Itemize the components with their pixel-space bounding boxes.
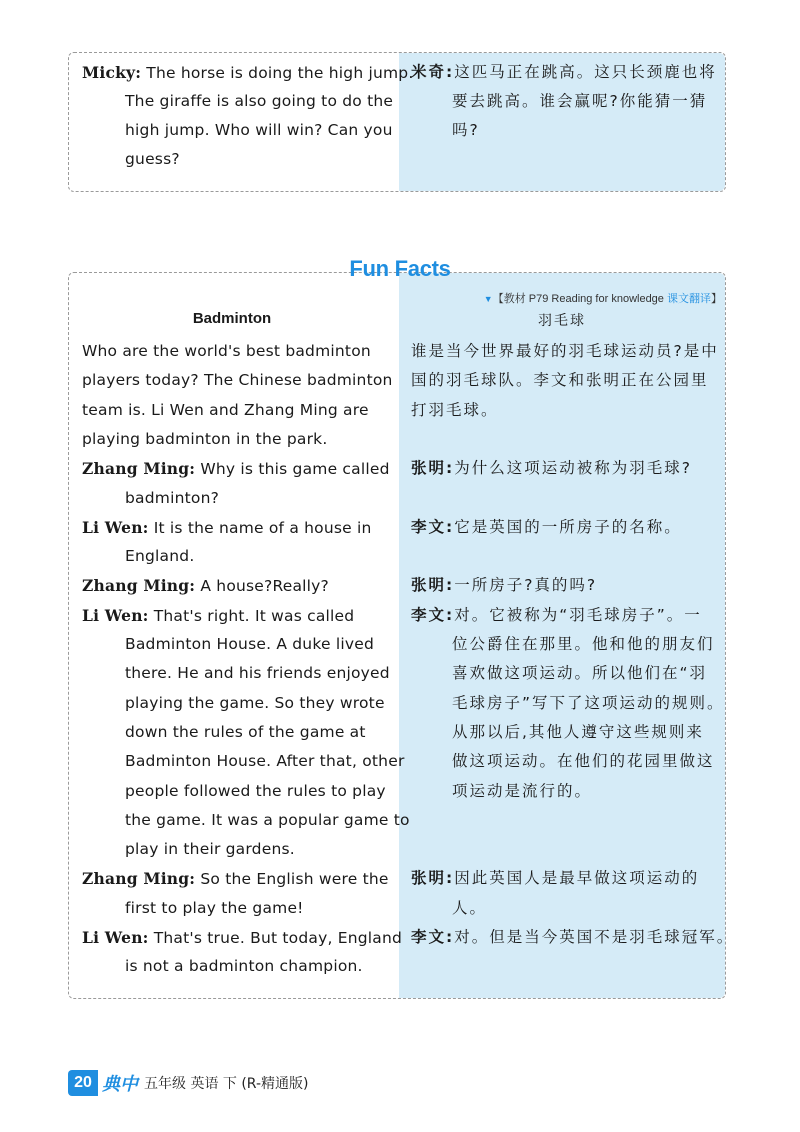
top-en-line-3: guess? bbox=[125, 150, 180, 168]
dialogue-cn-line: 李文:对。但是当今英国不是羽毛球冠军。 bbox=[411, 928, 735, 946]
textbook-reference: ▼【教材 P79 Reading for knowledge 课文翻译】 bbox=[483, 293, 722, 305]
page-footer bbox=[68, 1068, 309, 1098]
dialogue-en-line: the game. It was a popular game to bbox=[125, 810, 410, 829]
dialogue-cn-line: 张明:为什么这项运动被称为羽毛球? bbox=[411, 459, 692, 478]
book-title: 五年级 英语 下 (R-精通版) bbox=[144, 1076, 309, 1092]
en-article-title: Badminton bbox=[192, 310, 272, 327]
brand-logo: 典中 bbox=[102, 1074, 138, 1094]
page-number: 20 bbox=[68, 1070, 98, 1096]
dialogue-en-line: Zhang Ming: A house?Really? bbox=[82, 576, 329, 596]
top-en-line-1: The giraffe is also going to do the bbox=[125, 92, 394, 110]
dialogue-cn-line: 从那以后,其他人遵守这些规则来 bbox=[452, 722, 704, 741]
dialogue-cn-line: 李文:它是英国的一所房子的名称。 bbox=[411, 517, 682, 536]
dialogue-cn-line: 人。 bbox=[452, 898, 488, 917]
dialogue-cn-line: 位公爵住在那里。他和他的朋友们 bbox=[452, 635, 715, 653]
intro-en-line: players today? The Chinese badminton bbox=[82, 371, 393, 390]
dialogue-en-line: Zhang Ming: Why is this game called bbox=[82, 459, 390, 479]
dialogue-cn-line: 项运动是流行的。 bbox=[452, 781, 593, 800]
dialogue-cn-line: 喜欢做这项运动。所以他们在“羽 bbox=[452, 664, 708, 683]
section-title: Fun Facts bbox=[349, 256, 451, 281]
dialogue-cn-line: 张明:因此英国人是最早做这项运动的 bbox=[411, 869, 700, 888]
dialogue-en-line: people followed the rules to play bbox=[125, 781, 386, 800]
intro-cn-line: 打羽毛球。 bbox=[411, 400, 499, 419]
dialogue-en-line: first to play the game! bbox=[125, 898, 304, 917]
dialogue-en-line: badminton? bbox=[125, 488, 220, 507]
dialogue-en-line: there. He and his friends enjoyed bbox=[125, 664, 390, 683]
dialogue-en-line: Li Wen: It is the name of a house in bbox=[82, 517, 372, 537]
dialogue-en-line: England. bbox=[125, 547, 195, 566]
intro-cn-line: 谁是当今世界最好的羽毛球运动员?是中 bbox=[411, 342, 719, 360]
top-cn-line-0: 米奇:这匹马正在跳高。这只长颈鹿也将 bbox=[411, 63, 717, 81]
dialogue-en-line: Badminton House. A duke lived bbox=[125, 635, 374, 653]
dialogue-cn-line: 李文:对。它被称为“羽毛球房子”。一 bbox=[411, 605, 702, 624]
dialogue-cn-line: 做这项运动。在他们的花园里做这 bbox=[452, 752, 715, 771]
dialogue-cn-line: 毛球房子”写下了这项运动的规则。 bbox=[452, 693, 725, 712]
top-cn-line-1: 要去跳高。谁会赢呢?你能猜一猜 bbox=[452, 92, 708, 110]
dialogue-en-line: Li Wen: That's true. But today, England bbox=[82, 928, 403, 947]
cn-article-title: 羽毛球 bbox=[538, 313, 586, 329]
dialogue-en-line: Badminton House. After that, other bbox=[125, 752, 405, 771]
top-cn-line-2: 吗? bbox=[452, 121, 480, 139]
dialogue-en-line: is not a badminton champion. bbox=[125, 957, 363, 976]
triangle-icon: ▼ bbox=[483, 294, 493, 304]
intro-en-line: team is. Li Wen and Zhang Ming are bbox=[82, 400, 369, 419]
dialogue-en-line: Zhang Ming: So the English were the bbox=[82, 869, 389, 889]
dialogue-en-line: down the rules of the game at bbox=[125, 722, 366, 741]
top-en-line-2: high jump. Who will win? Can you bbox=[125, 121, 393, 139]
intro-cn-line: 国的羽毛球队。李文和张明正在公园里 bbox=[411, 371, 709, 390]
top-en-line-0: Micky: The horse is doing the high jump. bbox=[82, 63, 414, 82]
intro-en-line: Who are the world's best badminton bbox=[82, 342, 371, 360]
dialogue-en-line: Li Wen: That's right. It was called bbox=[82, 605, 355, 625]
intro-en-line: playing badminton in the park. bbox=[82, 429, 328, 448]
dialogue-en-line: play in their gardens. bbox=[125, 840, 295, 859]
dialogue-en-line: playing the game. So they wrote bbox=[125, 693, 385, 712]
dialogue-cn-line: 张明:一所房子?真的吗? bbox=[411, 576, 598, 595]
